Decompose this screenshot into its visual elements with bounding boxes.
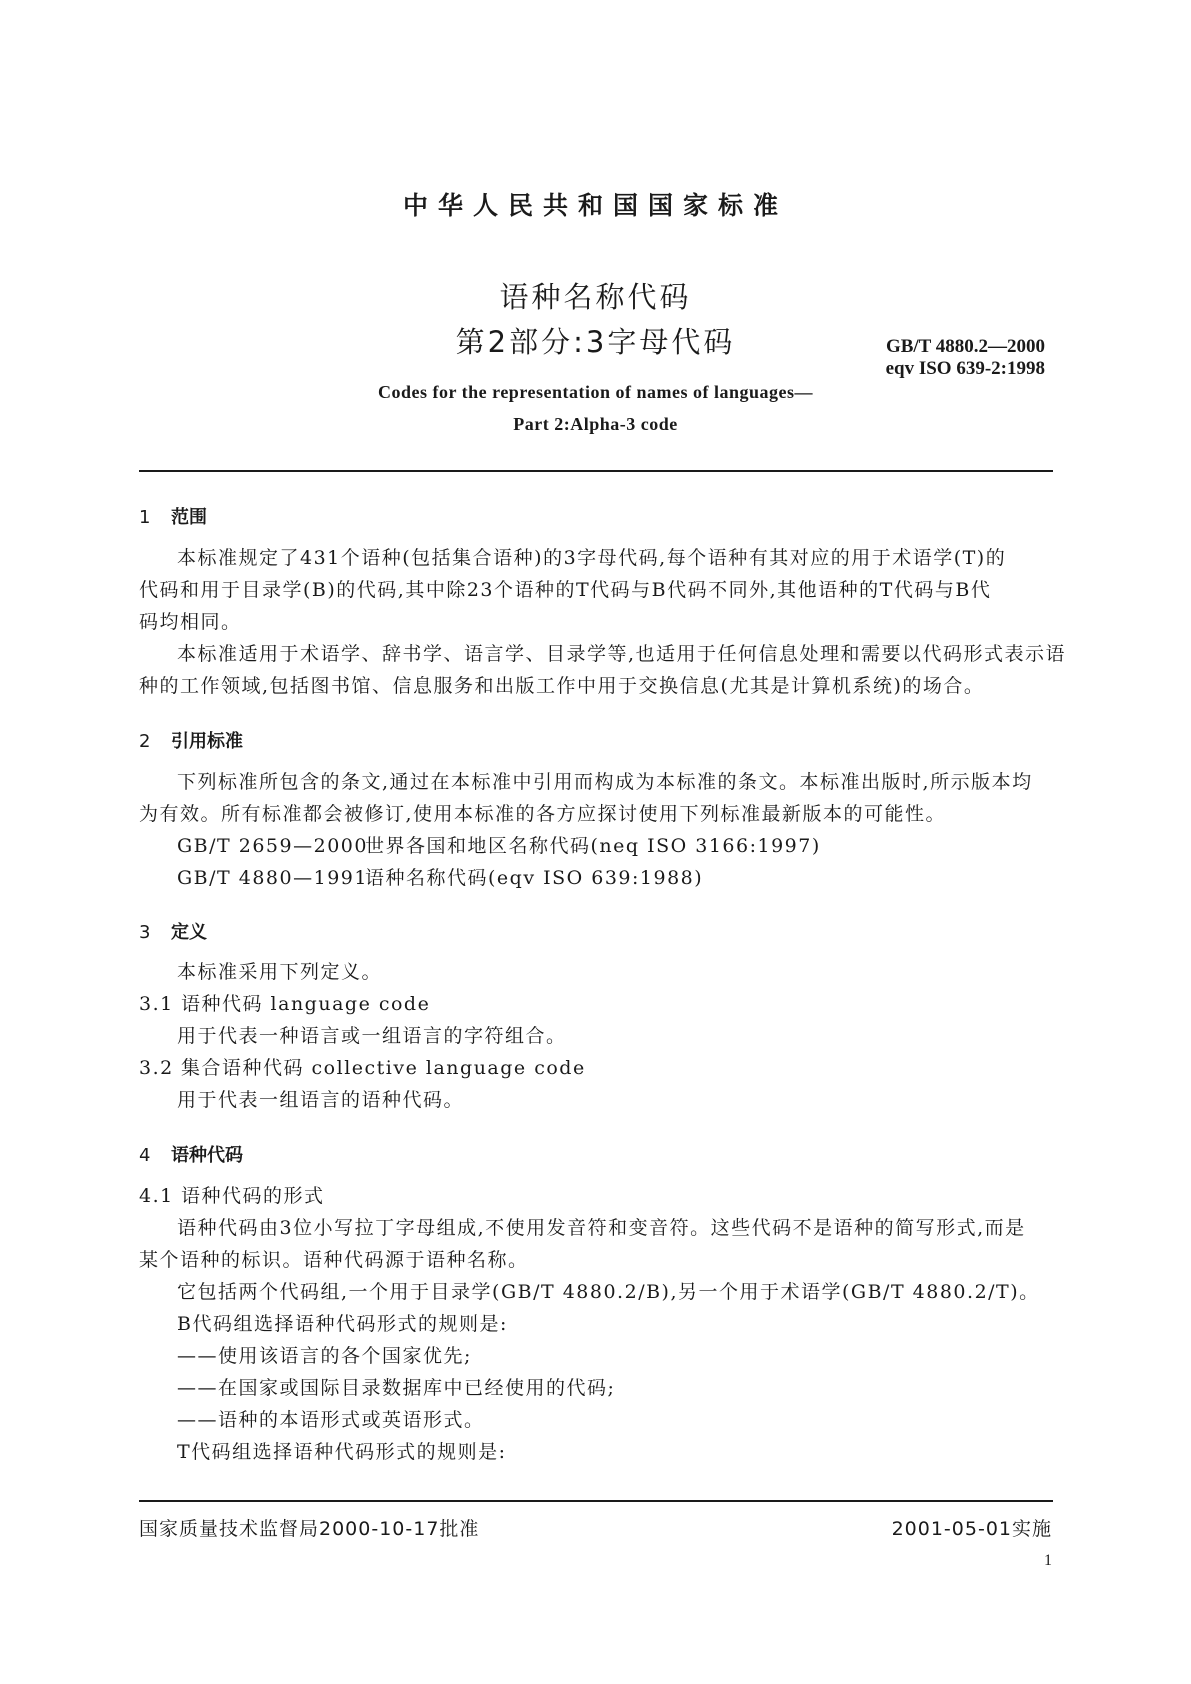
list-item: ——使用该语言的各个国家优先; <box>177 1345 472 1367</box>
page-number: 1 <box>1044 1552 1052 1569</box>
implementation-date: 2001-05-01实施 <box>891 1518 1052 1540</box>
page-title: 语种名称代码 <box>499 280 692 314</box>
paragraph: 本标准适用于术语学、辞书学、语言学、目录学等,也适用于任何信息处理和需要以代码形式表示语 <box>177 643 1067 665</box>
footer-divider <box>139 1500 1053 1502</box>
reference-item: GB/T 4880—1991语种名称代码(eqv ISO 639:1988) <box>177 867 704 889</box>
paragraph: 某个语种的标识。语种代码源于语种名称。 <box>139 1249 529 1271</box>
paragraph: 它包括两个代码组,一个用于目录学(GB/T 4880.2/B),另一个用于术语学(GB/T 4880.2/T)。 <box>177 1281 1040 1303</box>
paragraph: 种的工作领域,包括图书馆、信息服务和出版工作中用于交换信息(尤其是计算机系统)的场合。 <box>139 675 985 697</box>
paragraph: 下列标准所包含的条文,通过在本标准中引用而构成为本标准的条文。本标准出版时,所示版本均 <box>177 771 1033 793</box>
standard-code-line2: eqv ISO 639-2:1998 <box>885 358 1045 379</box>
paragraph: B代码组选择语种代码形式的规则是: <box>177 1313 508 1335</box>
english-title: Codes for the representation of names of languages— <box>378 382 813 402</box>
header-divider <box>139 470 1053 472</box>
paragraph: 本标准采用下列定义。 <box>177 961 383 983</box>
page-subtitle: 第2部分:3字母代码 <box>455 325 736 359</box>
list-item: ——在国家或国际目录数据库中已经使用的代码; <box>177 1377 616 1399</box>
paragraph: T代码组选择语种代码形式的规则是: <box>177 1441 507 1463</box>
section-4-heading: 4 语种代码 <box>139 1145 243 1166</box>
paragraph: 为有效。所有标准都会被修订,使用本标准的各方应探讨使用下列标准最新版本的可能性。 <box>139 803 947 825</box>
standard-code <box>886 336 1045 380</box>
definition-text: 用于代表一种语言或一组语言的字符组合。 <box>177 1025 567 1047</box>
section-1-heading: 1 范围 <box>139 507 207 528</box>
english-subtitle: Part 2:Alpha-3 code <box>513 414 678 434</box>
definition-term: 3.2 集合语种代码 collective language code <box>139 1057 586 1079</box>
national-standard-label: 中华人民共和国国家标准 <box>402 191 788 220</box>
paragraph: 本标准规定了431个语种(包括集合语种)的3字母代码,每个语种有其对应的用于术语学(T)的 <box>177 547 1007 569</box>
section-3-heading: 3 定义 <box>139 922 207 943</box>
reference-item: GB/T 2659—2000世界各国和地区名称代码(neq ISO 3166:1997) <box>177 835 821 857</box>
paragraph: 语种代码由3位小写拉丁字母组成,不使用发音符和变音符。这些代码不是语种的简写形式,而是 <box>177 1217 1026 1239</box>
approval-date: 国家质量技术监督局2000-10-17批准 <box>139 1518 480 1540</box>
definition-text: 用于代表一组语言的语种代码。 <box>177 1089 465 1111</box>
section-2-heading: 2 引用标准 <box>139 731 243 752</box>
paragraph: 码均相同。 <box>139 611 242 633</box>
definition-term: 3.1 语种代码 language code <box>139 993 431 1015</box>
standard-code-line1: GB/T 4880.2—2000 <box>885 336 1045 357</box>
subsection-heading: 4.1 语种代码的形式 <box>139 1185 325 1207</box>
paragraph: 代码和用于目录学(B)的代码,其中除23个语种的T代码与B代码不同外,其他语种的T代码与B代 <box>139 579 992 601</box>
list-item: ——语种的本语形式或英语形式。 <box>177 1409 485 1431</box>
